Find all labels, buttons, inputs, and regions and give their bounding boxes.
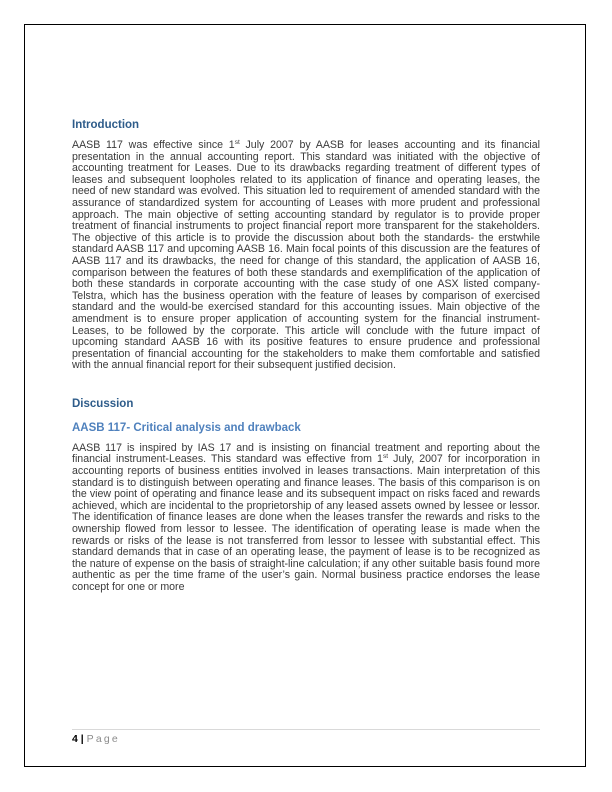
- footer-separator: |: [80, 733, 84, 745]
- ordinal-superscript: st: [234, 139, 240, 146]
- discussion-text-rest: July, 2007 for incorporation in accounting reports of business entities involved in leases transactions. Main interpretation of this standard is to distinguish between operating and finance leases. The basis of this comparison is on the view point of operating and finance lease and its subsequent impact on risks faced and rewards achieved, which are incidental to the proprietorship of any leased assets owned by lessee or lessor. The identification of finance leases are done when the leases transfer the rewards and risks to the ownership flowed from lessor to lessee. The identification of operating lease is made when the rewards or risks of the lease is not transferred from lessor to lessee with substantial effect. This standard demands that in case of an operating lease, the payment of lease is to be recognized as the nature of expense on the basis of straight-line calculation; if any other suitable basis found more authentic as per the time frame of the user’s gain. Normal business practice endorses the lease concept for one or more: [72, 453, 540, 593]
- page-label: Page: [86, 733, 120, 745]
- introduction-text-rest: July 2007 by AASB for leases accounting and its financial presentation in the annual accounting report. This standard was initiated with the objective of accounting treatment for Leases. Due to its drawbacks regarding treatment of different types of leases and subsequent loopholes related to its application of finance and operating leases, the need of new standard was evolved. This situation led to requirement of amended standard with the assurance of standardized system for accounting of Leases with more prudent and professional approach. The main objective of setting accounting standard by regulator is to provide proper treatment of financial instruments to project financial report more transparent for the stakeholders. The objective of this article is to provide the discussion about both the standards- the erstwhile standard AASB 117 and upcoming AASB 16. Main focal points of this discussion are the features of AASB 117 and its drawbacks, the need for change of this standard, the application of AASB 16, comparison between the features of both these standards and exemplification of the application of both these standards in corporate accounting with the case study of one ASX listed company- Telstra, which has the business operation with the feature of leases by comparison of exercised standard and the would-be exercised standard for this accounting issues. Main objective of the amendment is to ensure proper application of accounting system for the financial instrument- Leases, to be followed by the corporate. This article will conclude with the future impact of upcoming standard AASB 16 with its positive features to ensure prudence and professional presentation of financial accounting for the stakeholders to make them comfortable and satisfied with the annual financial report for their subsequent justified decision.: [72, 139, 540, 372]
- discussion-paragraph: [72, 443, 540, 594]
- discussion-text-start: AASB 117 is inspired by IAS 17 and is insisting on financial treatment and reporting about the financial instrument-Leases. This standard was effective from 1: [72, 441, 540, 466]
- introduction-text-start: AASB 117 was effective since 1: [72, 139, 235, 151]
- page-number: 4: [72, 733, 78, 745]
- discussion-heading: Discussion: [72, 397, 134, 410]
- introduction-heading: Introduction: [72, 119, 140, 131]
- document-body: [72, 117, 540, 594]
- ordinal-superscript: st: [382, 453, 389, 461]
- subsection-heading: AASB 117- Critical analysis and drawback: [72, 421, 301, 434]
- introduction-paragraph: [72, 140, 540, 372]
- page-footer: [72, 729, 540, 746]
